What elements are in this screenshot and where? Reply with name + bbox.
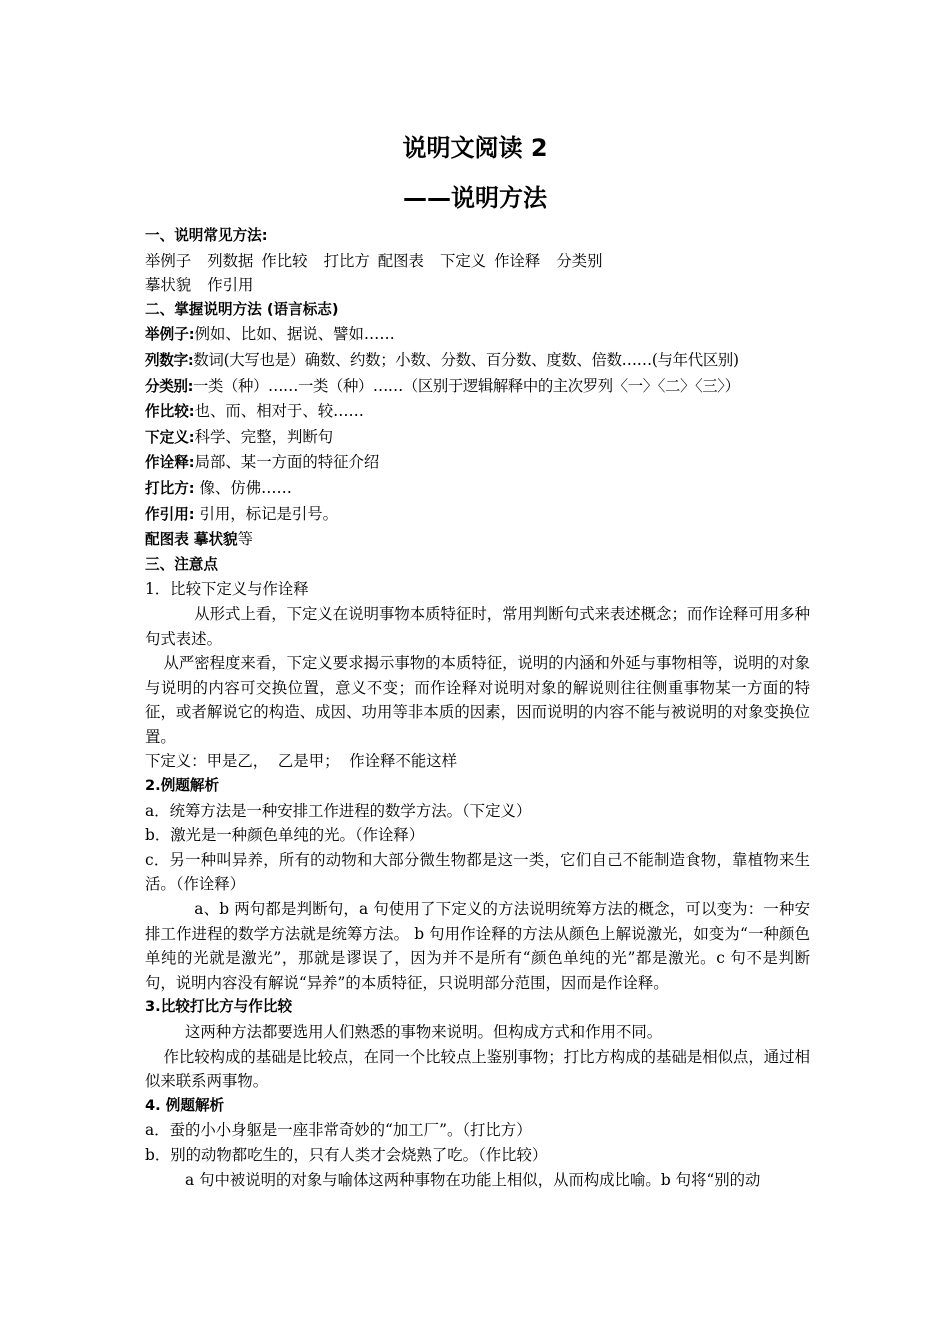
method-item: 列数据 bbox=[207, 251, 254, 270]
marker-line bbox=[145, 374, 810, 400]
method-item: 作诠释 bbox=[494, 251, 541, 270]
paragraph: 这两种方法都要选用人们熟悉的事物来说明。但构成方式和作用不同。 bbox=[185, 1023, 663, 1041]
subsection-title: 2.例题解析 bbox=[145, 777, 220, 795]
section-heading-3: 三、注意点 bbox=[145, 555, 218, 573]
marker-label: 分类别: bbox=[145, 377, 194, 395]
subsection-title: 3.比较打比方与作比较 bbox=[145, 998, 293, 1016]
methods-list-row-1 bbox=[145, 249, 810, 274]
marker-label: 作比较: bbox=[145, 403, 195, 421]
marker-line bbox=[145, 476, 810, 502]
marker-label: 举例子: bbox=[145, 326, 195, 344]
method-item: 作比较 bbox=[261, 251, 308, 270]
method-item: 摹状貌 bbox=[145, 276, 192, 295]
method-item: 打比方 bbox=[323, 251, 370, 270]
marker-line bbox=[145, 425, 810, 451]
section-heading-2: 二、掌握说明方法 (语言标志) bbox=[145, 300, 339, 318]
marker-label: 作引用: bbox=[145, 505, 195, 523]
subsection-title: 4. 例题解析 bbox=[145, 1096, 225, 1114]
method-item: 下定义 bbox=[439, 251, 487, 270]
marker-text: 例如、比如、据说、譬如…… bbox=[194, 325, 395, 344]
paragraph: 从严密程度来看，下定义要求揭示事物的本质特征，说明的内涵和外延与事物相等，说明的对象与说明的内容可交换位置，意义不变；而作诠释对说明对象的解说则往往侧重事物某一方面的特征，或者解说它的构造、成因、功用等非本质的因素，因而说明的内容不能与被说明的对象变换位置。 bbox=[145, 654, 810, 746]
paragraph: 下定义：甲是乙， 乙是甲； 作诠释不能这样 bbox=[145, 752, 457, 771]
method-item: 举例子 bbox=[145, 251, 192, 270]
example-line: b．激光是一种颜色单纯的光。（作诠释） bbox=[145, 826, 425, 845]
marker-text: 引用，标记是引号。 bbox=[194, 504, 339, 523]
methods-list-row-2 bbox=[145, 273, 810, 298]
marker-label: 作诠释: bbox=[145, 454, 195, 472]
marker-label: 配图表 摹状貌 bbox=[145, 531, 238, 549]
marker-line bbox=[145, 527, 810, 553]
example-line: a．统筹方法是一种安排工作进程的数学方法。（下定义） bbox=[145, 801, 532, 820]
page-title: 说明文阅读 2 bbox=[402, 134, 548, 162]
section-heading-1: 一、说明常见方法: bbox=[145, 227, 268, 244]
marker-text: 数词(大写也是）确数、约数；小数、分数、百分数、度数、倍数……(与年代区别) bbox=[193, 350, 739, 369]
paragraph: 作比较构成的基础是比较点，在同一个比较点上鉴别事物；打比方构成的基础是相似点，通过相似来联系两事物。 bbox=[145, 1047, 810, 1091]
example-line: a．蚕的小小身躯是一座非常奇妙的“加工厂”。（打比方） bbox=[145, 1121, 532, 1140]
method-item: 作引用 bbox=[207, 276, 254, 295]
marker-text: 也、而、相对于、较…… bbox=[194, 402, 364, 421]
paragraph: 从形式上看，下定义在说明事物本质特征时，常用判断句式来表述概念；而作诠释可用多种句式表述。 bbox=[145, 604, 810, 648]
marker-line bbox=[145, 399, 810, 425]
marker-text: 局部、某一方面的特征介绍 bbox=[194, 453, 380, 472]
example-line: b．别的动物都吃生的，只有人类才会烧熟了吃。（作比较） bbox=[145, 1145, 548, 1164]
paragraph: a 句中被说明的对象与喻体这两种事物在功能上相似，从而构成比喻。b 句将“别的动 bbox=[185, 1170, 761, 1189]
paragraph: a、b 两句都是判断句，a 句使用了下定义的方法说明统筹方法的概念，可以变为：一种安排工作进程的数学方法就是统筹方法。 b 句用作诠释的方法从颜色上解说激光，如变为“一种颜色单纯的光就是激光”，那就是谬误了，因为并不是所有“颜色单纯的光”都是激光。c 句不是判断句，说明内容没有解说“异养”的本质特征，只说明部分范围，因而是作诠释。 bbox=[145, 900, 810, 992]
marker-label: 列数字: bbox=[145, 351, 194, 369]
marker-text: 像、仿佛…… bbox=[194, 478, 292, 497]
method-item: 配图表 bbox=[377, 251, 424, 270]
method-item: 分类别 bbox=[556, 251, 603, 270]
page-subtitle: ——说明方法 bbox=[403, 184, 547, 212]
marker-text: 等 bbox=[237, 530, 254, 549]
marker-line bbox=[145, 322, 810, 348]
marker-line bbox=[145, 348, 810, 374]
marker-label: 打比方: bbox=[145, 479, 195, 497]
marker-line bbox=[145, 450, 810, 476]
marker-label: 下定义: bbox=[145, 428, 195, 446]
marker-text: 科学、完整，判断句 bbox=[194, 427, 334, 446]
marker-text: 一类（种）……一类（种）……（区别于逻辑解释中的主次罗列〈一〉〈二〉〈三〉） bbox=[193, 376, 740, 395]
marker-line bbox=[145, 502, 810, 528]
example-line: c．另一种叫异养，所有的动物和大部分微生物都是这一类，它们自己不能制造食物，靠植物来生活。（作诠释） bbox=[145, 850, 810, 894]
subsection-title: 1．比较下定义与作诠释 bbox=[145, 580, 309, 599]
document-body bbox=[145, 224, 810, 1192]
